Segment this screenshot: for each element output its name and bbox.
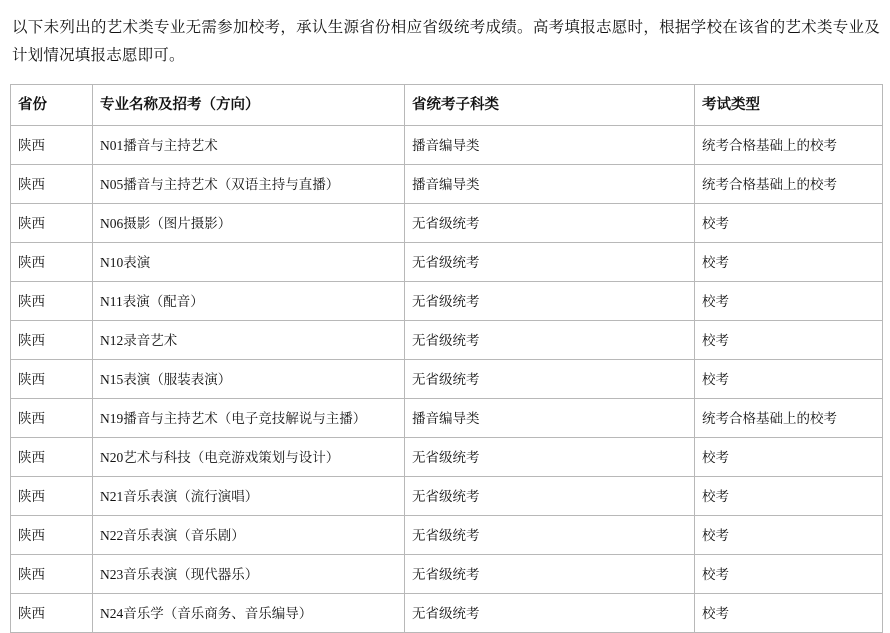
table-body bbox=[11, 126, 883, 633]
cell-exam-type: 校考 bbox=[695, 243, 883, 282]
table-row bbox=[11, 438, 883, 477]
majors-table bbox=[10, 84, 883, 633]
cell-exam-type: 统考合格基础上的校考 bbox=[695, 126, 883, 165]
table-row bbox=[11, 321, 883, 360]
table-row bbox=[11, 477, 883, 516]
cell-subject: 无省级统考 bbox=[405, 243, 695, 282]
cell-subject: 无省级统考 bbox=[405, 516, 695, 555]
cell-major: N24音乐学（音乐商务、音乐编导） bbox=[93, 594, 405, 633]
cell-major: N19播音与主持艺术（电子竞技解说与主播） bbox=[93, 399, 405, 438]
table-row bbox=[11, 399, 883, 438]
table-row bbox=[11, 360, 883, 399]
cell-subject: 无省级统考 bbox=[405, 360, 695, 399]
cell-exam-type: 校考 bbox=[695, 204, 883, 243]
cell-major: N11表演（配音） bbox=[93, 282, 405, 321]
cell-major: N10表演 bbox=[93, 243, 405, 282]
cell-subject: 无省级统考 bbox=[405, 555, 695, 594]
cell-province: 陕西 bbox=[11, 360, 93, 399]
cell-province: 陕西 bbox=[11, 555, 93, 594]
cell-exam-type: 校考 bbox=[695, 555, 883, 594]
table-header-row bbox=[11, 85, 883, 126]
cell-province: 陕西 bbox=[11, 165, 93, 204]
cell-exam-type: 校考 bbox=[695, 477, 883, 516]
cell-province: 陕西 bbox=[11, 243, 93, 282]
cell-subject: 无省级统考 bbox=[405, 594, 695, 633]
column-header-subject: 省统考子科类 bbox=[405, 85, 695, 126]
cell-province: 陕西 bbox=[11, 399, 93, 438]
cell-major: N21音乐表演（流行演唱） bbox=[93, 477, 405, 516]
cell-exam-type: 校考 bbox=[695, 321, 883, 360]
cell-major: N23音乐表演（现代器乐） bbox=[93, 555, 405, 594]
table-row bbox=[11, 516, 883, 555]
cell-subject: 播音编导类 bbox=[405, 399, 695, 438]
cell-exam-type: 校考 bbox=[695, 516, 883, 555]
cell-province: 陕西 bbox=[11, 516, 93, 555]
column-header-exam-type: 考试类型 bbox=[695, 85, 883, 126]
cell-subject: 播音编导类 bbox=[405, 165, 695, 204]
table-row bbox=[11, 282, 883, 321]
cell-exam-type: 统考合格基础上的校考 bbox=[695, 165, 883, 204]
column-header-province: 省份 bbox=[11, 85, 93, 126]
cell-subject: 播音编导类 bbox=[405, 126, 695, 165]
table-row bbox=[11, 555, 883, 594]
cell-major: N05播音与主持艺术（双语主持与直播） bbox=[93, 165, 405, 204]
table-row bbox=[11, 243, 883, 282]
cell-major: N20艺术与科技（电竞游戏策划与设计） bbox=[93, 438, 405, 477]
cell-province: 陕西 bbox=[11, 282, 93, 321]
cell-province: 陕西 bbox=[11, 321, 93, 360]
cell-exam-type: 统考合格基础上的校考 bbox=[695, 399, 883, 438]
table-row bbox=[11, 126, 883, 165]
cell-major: N15表演（服装表演） bbox=[93, 360, 405, 399]
cell-province: 陕西 bbox=[11, 438, 93, 477]
table-row bbox=[11, 204, 883, 243]
cell-exam-type: 校考 bbox=[695, 594, 883, 633]
column-header-major: 专业名称及招考（方向） bbox=[93, 85, 405, 126]
cell-province: 陕西 bbox=[11, 126, 93, 165]
cell-subject: 无省级统考 bbox=[405, 282, 695, 321]
cell-subject: 无省级统考 bbox=[405, 438, 695, 477]
table-head bbox=[11, 85, 883, 126]
cell-province: 陕西 bbox=[11, 594, 93, 633]
cell-subject: 无省级统考 bbox=[405, 204, 695, 243]
intro-paragraph: 以下未列出的艺术类专业无需参加校考，承认生源省份相应省级统考成绩。高考填报志愿时，根据学校在该省的艺术类专业及计划情况填报志愿即可。 bbox=[12, 19, 880, 64]
cell-subject: 无省级统考 bbox=[405, 477, 695, 516]
cell-province: 陕西 bbox=[11, 477, 93, 516]
cell-major: N06摄影（图片摄影） bbox=[93, 204, 405, 243]
cell-subject: 无省级统考 bbox=[405, 321, 695, 360]
cell-major: N22音乐表演（音乐剧） bbox=[93, 516, 405, 555]
cell-major: N01播音与主持艺术 bbox=[93, 126, 405, 165]
table-row bbox=[11, 594, 883, 633]
cell-exam-type: 校考 bbox=[695, 360, 883, 399]
cell-province: 陕西 bbox=[11, 204, 93, 243]
table-row bbox=[11, 165, 883, 204]
cell-major: N12录音艺术 bbox=[93, 321, 405, 360]
cell-exam-type: 校考 bbox=[695, 282, 883, 321]
cell-exam-type: 校考 bbox=[695, 438, 883, 477]
